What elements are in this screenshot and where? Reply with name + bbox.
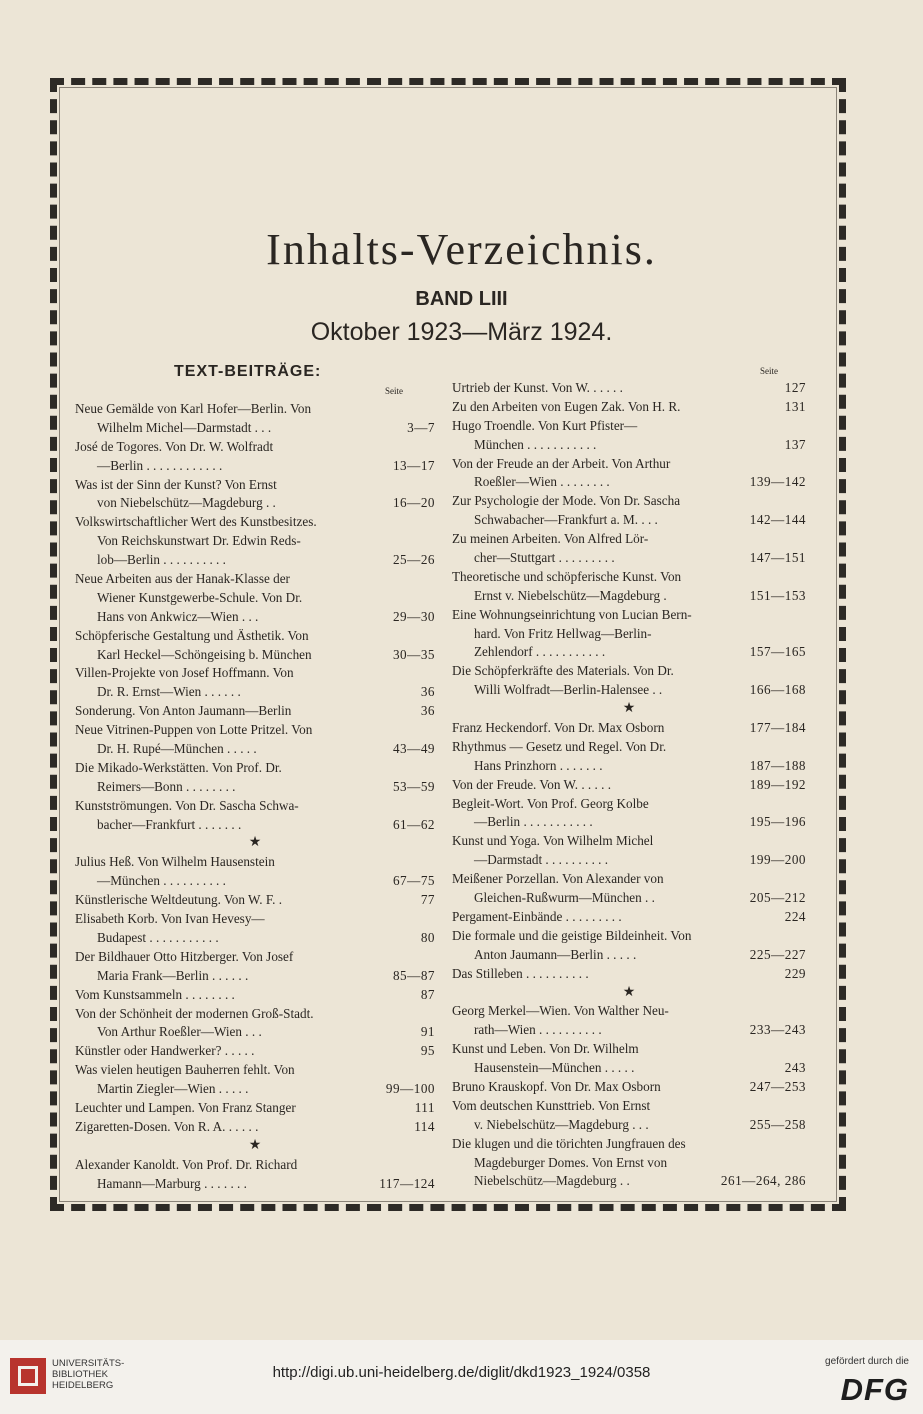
funding-note: gefördert durch die xyxy=(825,1356,909,1367)
toc-entry-line xyxy=(452,1172,806,1191)
toc-entry-line xyxy=(75,476,435,495)
toc-entry xyxy=(75,1061,435,1099)
toc-entry-line xyxy=(75,400,435,419)
toc-entry-text: Roeßler—Wien . . . . . . . . xyxy=(474,474,610,490)
toc-entry-text: Von Reichskunstwart Dr. Edwin Reds- xyxy=(97,533,301,549)
toc-entry xyxy=(452,776,806,795)
toc-page-number: 16—20 xyxy=(389,494,435,513)
toc-entry-line xyxy=(452,946,806,965)
toc-entry-text: Von der Freude. Von W. . . . . . xyxy=(452,776,611,792)
toc-page-number: 224 xyxy=(781,908,806,927)
toc-page-number: 243 xyxy=(781,1059,806,1078)
page-column-label-right: Seite xyxy=(760,366,778,376)
toc-entry xyxy=(75,853,435,891)
toc-entry-text: Der Bildhauer Otto Hitzberger. Von Josef xyxy=(75,948,294,964)
toc-entry-line xyxy=(452,965,806,984)
toc-entry-line xyxy=(75,929,435,948)
toc-entry-text: Das Stilleben . . . . . . . . . . xyxy=(452,965,589,981)
toc-entry-text: Kunstströmungen. Von Dr. Sascha Schwa- xyxy=(75,797,299,813)
section-divider-star-icon: ★ xyxy=(248,1137,262,1153)
date-range: Oktober 1923—März 1924. xyxy=(310,318,613,346)
toc-page-number: 85—87 xyxy=(389,967,435,986)
toc-page-number: 199—200 xyxy=(746,851,806,870)
toc-page-number: 195—196 xyxy=(746,813,806,832)
toc-entry-line xyxy=(452,1021,806,1040)
toc-page-number: 91 xyxy=(417,1023,435,1042)
toc-entry-text: Wilhelm Michel—Darmstadt . . . xyxy=(97,419,272,435)
toc-entry-line xyxy=(452,851,806,870)
toc-entry-text: Theoretische und schöpferische Kunst. Von xyxy=(452,568,682,584)
toc-entry-line xyxy=(75,532,435,551)
toc-entry-line xyxy=(75,683,435,702)
toc-entry-line xyxy=(452,398,806,417)
toc-entry xyxy=(452,1097,806,1135)
toc-page-number: 225—227 xyxy=(746,946,806,965)
toc-entry-text: —München . . . . . . . . . . xyxy=(97,873,226,889)
toc-entry-text: Julius Heß. Von Wilhelm Hausenstein xyxy=(75,854,275,870)
toc-entry-text: rath—Wien . . . . . . . . . . xyxy=(474,1022,602,1038)
toc-page-number: 127 xyxy=(781,379,806,398)
toc-entry-text: —Berlin . . . . . . . . . . . xyxy=(474,814,593,830)
toc-entry-text: Franz Heckendorf. Von Dr. Max Osborn xyxy=(452,720,665,736)
toc-entry-line xyxy=(75,702,435,721)
toc-entry-text: Die klugen und die törichten Jungfrauen des xyxy=(452,1135,686,1151)
toc-entry-text: Zur Psychologie der Mode. Von Dr. Sascha xyxy=(452,493,681,509)
toc-entry xyxy=(452,530,806,568)
toc-entry xyxy=(452,1040,806,1078)
toc-page-number: 53—59 xyxy=(389,778,435,797)
toc-entry-line xyxy=(75,438,435,457)
toc-page-number: 111 xyxy=(411,1099,435,1118)
toc-entry-line xyxy=(452,417,806,436)
toc-entry-line xyxy=(75,1023,435,1042)
toc-entry-line xyxy=(75,891,435,910)
toc-entry-text: Zu meinen Arbeiten. Von Alfred Lör- xyxy=(452,531,649,547)
toc-entry-line xyxy=(75,608,435,627)
toc-entry-line xyxy=(452,719,806,738)
toc-entry-text: v. Niebelschütz—Magdeburg . . . xyxy=(474,1116,649,1132)
toc-entry-line xyxy=(75,816,435,835)
toc-entry-text: Anton Jaumann—Berlin . . . . . xyxy=(474,946,637,962)
section-divider-star-icon: ★ xyxy=(248,835,262,851)
toc-entry-line xyxy=(452,473,806,492)
toc-entry-line xyxy=(75,513,435,532)
toc-page-number: 233—243 xyxy=(746,1021,806,1040)
toc-page-number: 261—264, 286 xyxy=(717,1172,806,1191)
toc-entry-line xyxy=(452,549,806,568)
toc-page-number: 139—142 xyxy=(746,473,806,492)
toc-entry xyxy=(75,721,435,759)
toc-entry-text: Von der Freude an der Arbeit. Von Arthur xyxy=(452,455,671,471)
toc-entry-text: Von Arthur Roeßler—Wien . . . xyxy=(97,1024,262,1040)
toc-entry-text: Wiener Kunstgewerbe-Schule. Von Dr. xyxy=(97,589,303,605)
toc-entry xyxy=(75,1042,435,1061)
toc-entry-text: José de Togores. Von Dr. W. Wolfradt xyxy=(75,438,274,454)
toc-page-number: 177—184 xyxy=(746,719,806,738)
toc-entry xyxy=(452,568,806,606)
toc-page-number: 25—26 xyxy=(389,551,435,570)
toc-entry-text: Schöpferische Gestaltung und Ästhetik. Von xyxy=(75,627,309,643)
toc-entry-text: Vom deutschen Kunsttrieb. Von Ernst xyxy=(452,1097,651,1113)
toc-page-number: 147—151 xyxy=(746,549,806,568)
toc-entry xyxy=(452,379,806,398)
toc-entry-line xyxy=(75,948,435,967)
toc-page-number: 3—7 xyxy=(403,419,435,438)
toc-entry-text: Zigaretten-Dosen. Von R. A. . . . . . xyxy=(75,1118,259,1134)
toc-entry-line xyxy=(452,1040,806,1059)
toc-entry xyxy=(75,759,435,797)
toc-entry-text: Karl Heckel—Schöngeising b. München xyxy=(97,646,312,662)
toc-entry xyxy=(452,908,806,927)
toc-page-number: 114 xyxy=(410,1118,435,1137)
toc-entry-text: Dr. R. Ernst—Wien . . . . . . xyxy=(97,684,241,700)
page-column-label-left: Seite xyxy=(385,386,403,396)
toc-entry xyxy=(452,795,806,833)
toc-page-number: 61—62 xyxy=(389,816,435,835)
toc-entry-text: Maria Frank—Berlin . . . . . . xyxy=(97,967,249,983)
toc-entry-text: Bruno Krauskopf. Von Dr. Max Osborn xyxy=(452,1078,661,1094)
toc-entry-line xyxy=(452,492,806,511)
toc-entry-text: Magdeburger Domes. Von Ernst von xyxy=(474,1154,668,1170)
toc-page-number: 29—30 xyxy=(389,608,435,627)
toc-page-number: 117—124 xyxy=(375,1175,435,1194)
toc-entry xyxy=(452,832,806,870)
toc-entry-line xyxy=(75,967,435,986)
toc-entry xyxy=(452,965,806,984)
toc-page-number: 77 xyxy=(417,891,435,910)
toc-entry-line xyxy=(75,910,435,929)
toc-entry xyxy=(452,1135,806,1192)
toc-entry xyxy=(75,476,435,514)
toc-entry-text: Georg Merkel—Wien. Von Walther Neu- xyxy=(452,1003,669,1019)
toc-entry-line xyxy=(75,740,435,759)
toc-page-number: 137 xyxy=(781,436,806,455)
toc-entry xyxy=(75,400,435,438)
toc-entry xyxy=(452,1078,806,1097)
toc-entry xyxy=(452,606,806,663)
toc-page-number: 13—17 xyxy=(389,457,435,476)
toc-entry-text: Neue Gemälde von Karl Hofer—Berlin. Von xyxy=(75,401,312,416)
toc-entry-text: Alexander Kanoldt. Von Prof. Dr. Richard xyxy=(75,1156,298,1172)
toc-entry xyxy=(452,927,806,965)
volume-label: BAND LIII xyxy=(415,288,508,310)
toc-page-number: 157—165 xyxy=(746,643,806,662)
toc-entry-line xyxy=(452,1059,806,1078)
toc-page-number: 151—153 xyxy=(746,587,806,606)
toc-page-number: 43—49 xyxy=(389,740,435,759)
toc-page-number: 229 xyxy=(781,965,806,984)
toc-entry xyxy=(75,664,435,702)
section-heading: TEXT-BEITRÄGE: xyxy=(174,363,322,380)
toc-entry xyxy=(75,986,435,1005)
toc-entry xyxy=(75,948,435,986)
toc-entry xyxy=(75,1118,435,1137)
toc-entry-text: Die formale und die geistige Bildeinheit. Von xyxy=(452,927,692,943)
toc-entry-text: Niebelschütz—Magdeburg . . xyxy=(474,1173,630,1189)
toc-entry-text: Neue Vitrinen-Puppen von Lotte Pritzel. Von xyxy=(75,722,313,738)
toc-entry-line xyxy=(452,870,806,889)
toc-entry-line xyxy=(75,1005,435,1024)
toc-entry-line xyxy=(452,1116,806,1135)
toc-entry-text: Was ist der Sinn der Kunst? Von Ernst xyxy=(75,476,277,492)
toc-entry-line xyxy=(75,1061,435,1080)
toc-entry-line xyxy=(75,1099,435,1118)
toc-entry-text: cher—Stuttgart . . . . . . . . . xyxy=(474,550,615,566)
toc-entry xyxy=(75,702,435,721)
toc-entry-text: Von der Schönheit der modernen Groß-Stadt. xyxy=(75,1005,314,1021)
toc-page-number: 142—144 xyxy=(746,511,806,530)
toc-page-number: 166—168 xyxy=(746,681,806,700)
section-divider-star-icon: ★ xyxy=(622,984,636,1000)
toc-entry-text: Die Schöpferkräfte des Materials. Von Dr. xyxy=(452,663,674,679)
toc-page-number: 247—253 xyxy=(746,1078,806,1097)
toc-entry-line xyxy=(452,681,806,700)
library-name[interactable]: UNIVERSITÄTS- BIBLIOTHEK HEIDELBERG xyxy=(52,1358,125,1391)
toc-entry-line xyxy=(452,1154,806,1173)
toc-page-number: 187—188 xyxy=(746,757,806,776)
toc-entry-text: Künstlerische Weltdeutung. Von W. F. . xyxy=(75,892,283,908)
section-divider-star-icon: ★ xyxy=(622,701,636,717)
permalink-url[interactable]: http://digi.ub.uni-heidelberg.de/diglit/dkd1923_1924/0358 xyxy=(272,1364,651,1381)
toc-page-number: 36 xyxy=(417,683,435,702)
toc-entry-line xyxy=(75,853,435,872)
toc-entry-text: Eine Wohnungseinrichtung von Lucian Bern- xyxy=(452,606,692,622)
toc-entry xyxy=(75,891,435,910)
toc-entry-text: Vom Kunstsammeln . . . . . . . . xyxy=(75,986,235,1002)
toc-entry-line xyxy=(75,778,435,797)
toc-entry-line xyxy=(452,1078,806,1097)
toc-entry-text: Künstler oder Handwerker? . . . . . xyxy=(75,1043,255,1059)
toc-entry-line xyxy=(75,551,435,570)
toc-entry-text: —Darmstadt . . . . . . . . . . xyxy=(474,852,609,868)
toc-entry-text: München . . . . . . . . . . . xyxy=(474,436,597,452)
toc-entry-text: Zu den Arbeiten von Eugen Zak. Von H. R. xyxy=(452,398,681,414)
toc-entry-text: hard. Von Fritz Hellwag—Berlin- xyxy=(474,625,652,641)
toc-entry-text: Urtrieb der Kunst. Von W. . . . . . xyxy=(452,380,623,395)
toc-entry xyxy=(452,455,806,493)
toc-entry xyxy=(75,910,435,948)
toc-entry-line xyxy=(75,646,435,665)
toc-entry-line xyxy=(452,908,806,927)
toc-entry-line xyxy=(452,795,806,814)
toc-entry xyxy=(75,797,435,835)
toc-entry-text: bacher—Frankfurt . . . . . . . xyxy=(97,816,242,832)
toc-entry-text: Pergament-Einbände . . . . . . . . . xyxy=(452,908,622,924)
toc-entry-text: Kunst und Yoga. Von Wilhelm Michel xyxy=(452,833,654,849)
toc-entry-line xyxy=(75,986,435,1005)
toc-page-number: 99—100 xyxy=(382,1080,435,1099)
toc-entry xyxy=(452,1002,806,1040)
toc-entry-text: Willi Wolfradt—Berlin-Halensee . . xyxy=(474,682,663,698)
toc-entry-line xyxy=(75,494,435,513)
toc-entry-text: von Niebelschütz—Magdeburg . . xyxy=(97,495,276,511)
toc-entry-text: Hans Prinzhorn . . . . . . . xyxy=(474,757,603,773)
toc-entry-line xyxy=(452,1135,806,1154)
toc-entry xyxy=(452,738,806,776)
toc-entry-line xyxy=(75,627,435,646)
toc-page-number: 36 xyxy=(417,702,435,721)
toc-entry-text: Sonderung. Von Anton Jaumann—Berlin xyxy=(75,703,292,719)
toc-entry-line xyxy=(75,797,435,816)
page-title: Inhalts-Verzeichnis. xyxy=(266,225,657,274)
toc-entry-line xyxy=(452,738,806,757)
toc-entry-text: —Berlin . . . . . . . . . . . . xyxy=(97,457,223,473)
toc-entry-text: lob—Berlin . . . . . . . . . . xyxy=(97,552,226,568)
toc-entry-line xyxy=(452,1097,806,1116)
toc-entry xyxy=(452,492,806,530)
dfg-logo[interactable]: DFG xyxy=(840,1372,909,1407)
toc-entry-text: Hans von Ankwicz—Wien . . . xyxy=(97,608,259,624)
toc-entry-text: Schwabacher—Frankfurt a. M. . . . xyxy=(474,512,658,528)
toc-entry xyxy=(452,417,806,455)
toc-entry-line xyxy=(452,606,806,625)
toc-entry xyxy=(75,570,435,627)
toc-entry-text: Rhythmus — Gesetz und Regel. Von Dr. xyxy=(452,738,667,754)
toc-entry-line xyxy=(452,625,806,644)
toc-entry xyxy=(75,513,435,570)
toc-entry xyxy=(452,870,806,908)
toc-entry-text: Elisabeth Korb. Von Ivan Hevesy— xyxy=(75,911,265,927)
toc-page-number: 205—212 xyxy=(746,889,806,908)
toc-entry-text: Begleit-Wort. Von Prof. Georg Kolbe xyxy=(452,795,649,811)
toc-entry xyxy=(75,1156,435,1194)
toc-entry-text: Reimers—Bonn . . . . . . . . xyxy=(97,778,236,794)
toc-entry-line xyxy=(452,832,806,851)
toc-entry-line xyxy=(452,757,806,776)
toc-page-number: 255—258 xyxy=(746,1116,806,1135)
toc-entry-line xyxy=(452,643,806,662)
toc-entry-text: Leuchter und Lampen. Von Franz Stanger xyxy=(75,1099,296,1115)
toc-entry-line xyxy=(75,759,435,778)
toc-entry-line xyxy=(452,662,806,681)
toc-entry-text: Was vielen heutigen Bauherren fehlt. Von xyxy=(75,1062,295,1078)
toc-entry xyxy=(75,1099,435,1118)
toc-page-number: 80 xyxy=(417,929,435,948)
toc-entry-line xyxy=(75,419,435,438)
toc-entry-line xyxy=(75,570,435,589)
toc-entry-text: Budapest . . . . . . . . . . . xyxy=(97,929,219,945)
toc-entry-line xyxy=(75,457,435,476)
toc-entry-line xyxy=(452,530,806,549)
toc-page-number: 131 xyxy=(781,398,806,417)
toc-entry-text: Ernst v. Niebelschütz—Magdeburg . xyxy=(474,587,667,603)
toc-entry-line xyxy=(75,1118,435,1137)
toc-entry-text: Neue Arbeiten aus der Hanak-Klasse der xyxy=(75,571,290,587)
toc-page-number: 95 xyxy=(417,1042,435,1061)
toc-page-number: 30—35 xyxy=(389,646,435,665)
toc-entry-line xyxy=(75,1156,435,1175)
toc-entry xyxy=(452,719,806,738)
toc-page-number: 87 xyxy=(417,986,435,1005)
toc-entry-line xyxy=(75,1080,435,1099)
toc-entry-text: Hausenstein—München . . . . . xyxy=(474,1060,635,1076)
toc-page-number: 67—75 xyxy=(389,872,435,891)
toc-entry-line xyxy=(452,1002,806,1021)
toc-entry-line xyxy=(452,379,806,398)
toc-right-column xyxy=(452,379,806,1191)
toc-entry-text: Gleichen-Rußwurm—München . . xyxy=(474,890,655,906)
toc-entry-line xyxy=(452,587,806,606)
toc-entry-line xyxy=(452,568,806,587)
toc-entry-text: Die Mikado-Werkstätten. Von Prof. Dr. xyxy=(75,759,282,775)
toc-entry-line xyxy=(452,436,806,455)
toc-entry-line xyxy=(452,889,806,908)
toc-entry-line xyxy=(75,664,435,683)
toc-entry-text: Meißener Porzellan. Von Alexander von xyxy=(452,871,664,887)
toc-entry xyxy=(452,662,806,700)
toc-entry-line xyxy=(75,1042,435,1061)
toc-entry-line xyxy=(75,589,435,608)
toc-entry-text: Hamann—Marburg . . . . . . . xyxy=(97,1175,247,1191)
toc-entry-text: Martin Ziegler—Wien . . . . . xyxy=(97,1081,249,1097)
toc-entry-text: Kunst und Leben. Von Dr. Wilhelm xyxy=(452,1041,639,1057)
toc-entry-text: Villen-Projekte von Josef Hoffmann. Von xyxy=(75,665,294,681)
toc-entry-line xyxy=(75,1175,435,1194)
toc-entry-line xyxy=(452,776,806,795)
toc-entry-text: Hugo Troendle. Von Kurt Pfister— xyxy=(452,417,638,433)
toc-entry-text: Volkswirtschaftlicher Wert des Kunstbesitzes. xyxy=(75,514,317,530)
toc-entry-line xyxy=(452,813,806,832)
toc-entry-line xyxy=(452,927,806,946)
toc-page-number: 189—192 xyxy=(746,776,806,795)
toc-entry-line xyxy=(452,511,806,530)
toc-entry-line xyxy=(75,721,435,740)
toc-left-column xyxy=(75,400,435,1193)
toc-entry-text: Dr. H. Rupé—München . . . . . xyxy=(97,741,257,757)
toc-entry xyxy=(452,398,806,417)
toc-entry xyxy=(75,438,435,476)
toc-entry-line xyxy=(75,872,435,891)
toc-entry xyxy=(75,627,435,665)
toc-entry-line xyxy=(452,455,806,474)
toc-entry-text: Zehlendorf . . . . . . . . . . . xyxy=(474,644,606,660)
toc-entry xyxy=(75,1005,435,1043)
